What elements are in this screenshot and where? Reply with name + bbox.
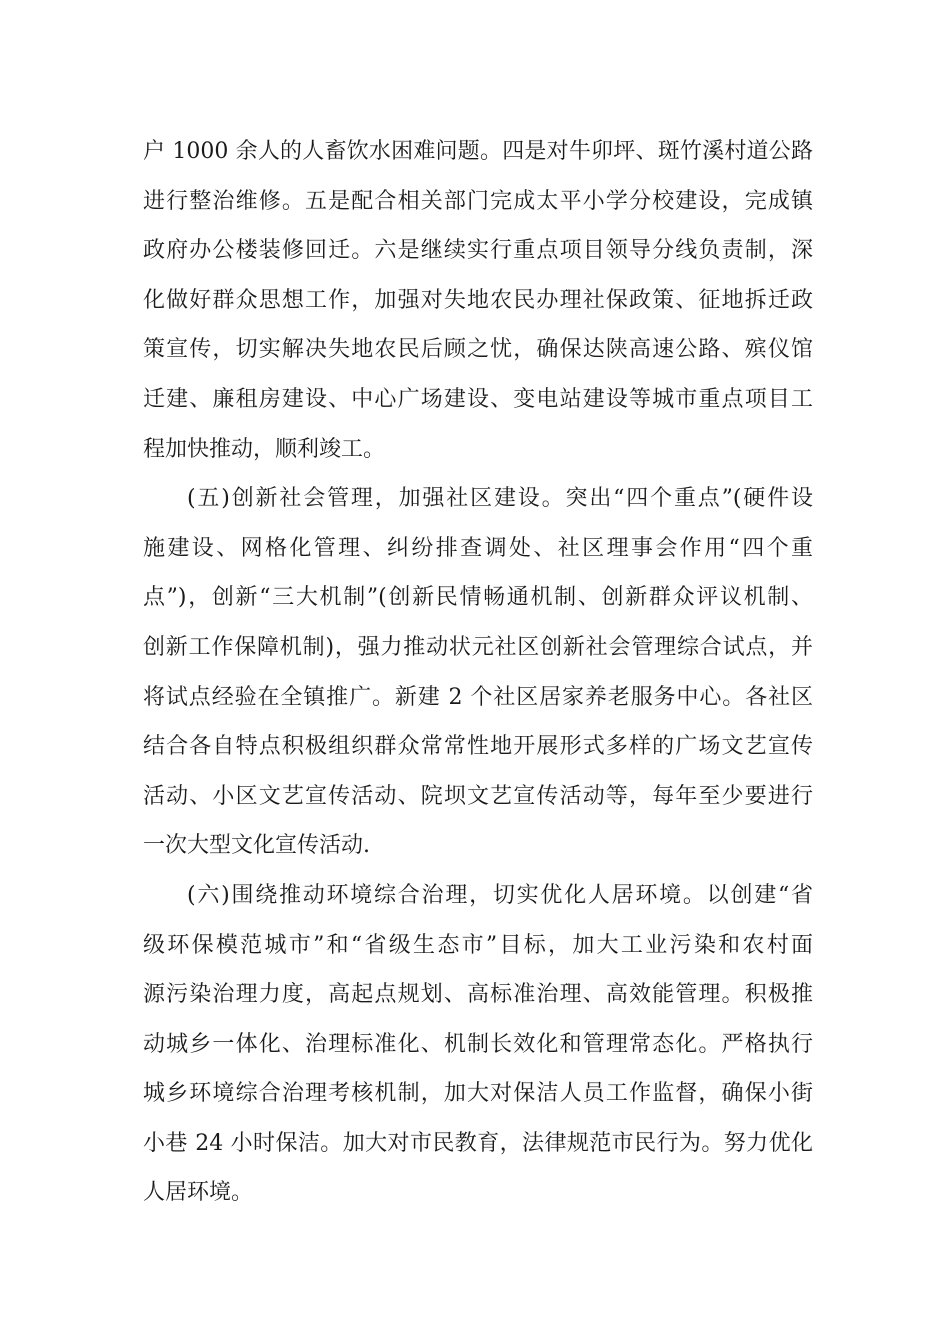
text-line: 活动、小区文艺宣传活动、院坝文艺宣传活动等，每年至少要进行 — [143, 783, 813, 809]
text-line: 人居环境。 — [143, 1180, 254, 1206]
text-line: 程加快推动，顺利竣工。 — [143, 436, 386, 462]
paragraph-projects — [143, 127, 813, 474]
text-line: (五)创新社会管理，加强社区建设。突出“四个重点”(硬件设 — [187, 486, 813, 512]
text-line: 化做好群众思想工作，加强对失地农民办理社保政策、征地拆迁政 — [143, 287, 813, 313]
text-line: 一次大型文化宣传活动. — [143, 833, 370, 859]
text-line: 结合各自特点积极组织群众常常性地开展形式多样的广场文艺宣传 — [143, 734, 813, 760]
text-line: 迁建、廉租房建设、中心广场建设、变电站建设等城市重点项目工 — [143, 386, 813, 412]
text-line: 级环保模范城市”和“省级生态市”目标，加大工业污染和农村面 — [143, 932, 813, 958]
text-line: 将试点经验在全镇推广。新建 2 个社区居家养老服务中心。各社区 — [143, 684, 813, 710]
document-body — [143, 127, 813, 1218]
text-line: 施建设、网格化管理、纠纷排查调处、社区理事会作用“四个重 — [143, 535, 813, 561]
text-line: 动城乡一体化、治理标准化、机制长效化和管理常态化。严格执行 — [143, 1031, 813, 1057]
text-line: 政府办公楼装修回迁。六是继续实行重点项目领导分线负责制，深 — [143, 238, 813, 264]
text-line: (六)围绕推动环境综合治理，切实优化人居环境。以创建“省 — [187, 882, 813, 908]
text-line: 创新工作保障机制)，强力推动状元社区创新社会管理综合试点，并 — [143, 634, 813, 660]
text-line: 进行整治维修。五是配合相关部门完成太平小学分校建设，完成镇 — [143, 188, 813, 214]
text-line: 源污染治理力度，高起点规划、高标准治理、高效能管理。积极推 — [143, 982, 813, 1008]
text-line: 城乡环境综合治理考核机制，加大对保洁人员工作监督，确保小街 — [143, 1081, 813, 1107]
text-line: 点”)，创新“三大机制”(创新民情畅通机制、创新群众评议机制、 — [143, 585, 813, 611]
paragraph-social-management — [143, 474, 813, 871]
text-line: 小巷 24 小时保洁。加大对市民教育，法律规范市民行为。努力优化 — [143, 1130, 813, 1156]
text-line: 策宣传，切实解决失地农民后顾之忧，确保达陕高速公路、殡仪馆 — [143, 337, 813, 363]
text-line: 户 1000 余人的人畜饮水困难问题。四是对牛卯坪、斑竹溪村道公路 — [143, 139, 813, 164]
paragraph-environment — [143, 871, 813, 1218]
